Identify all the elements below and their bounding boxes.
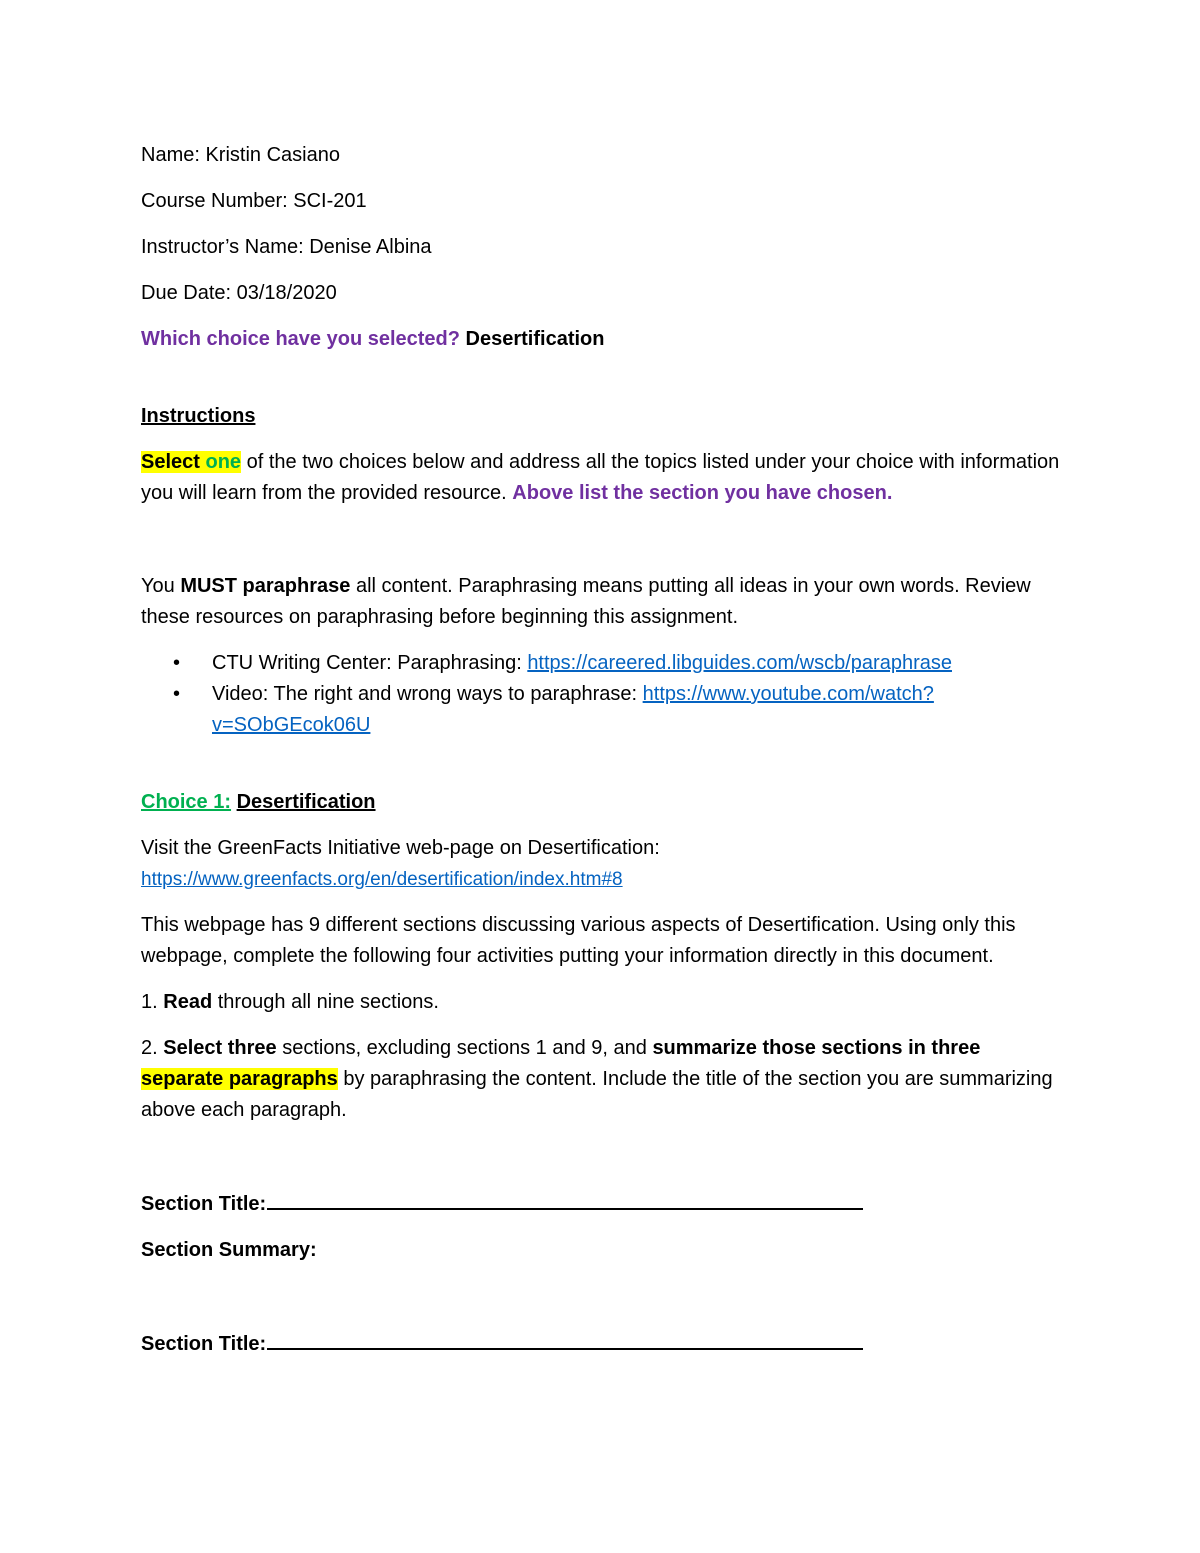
choice1-heading xyxy=(141,787,1061,818)
above-list-note: Above list the section you have chosen. xyxy=(512,482,893,504)
step-1-text: through all nine sections. xyxy=(212,991,439,1013)
step-2-bold: Select three xyxy=(163,1037,277,1059)
list-item xyxy=(141,679,1061,741)
instructions-heading: Instructions xyxy=(141,405,256,427)
choice1-label: Choice 1: xyxy=(141,791,232,813)
paraphrase-text: all content. Paraphrasing means putting all ideas in your own words. Review these resources on paraphrasing before beginning this assignment. xyxy=(141,575,1031,628)
webpage-description: This webpage has 9 different sections discussing various aspects of Desertification. Using only this webpage, complete the following four activities putting your information directly in this document. xyxy=(141,914,1016,967)
section-title-1 xyxy=(141,1188,1061,1220)
section-title-2 xyxy=(141,1328,1061,1360)
must-word: MUST xyxy=(180,575,237,597)
step-2-highlight: separate paragraphs xyxy=(141,1068,338,1090)
choice-question: Which choice have you selected? xyxy=(141,328,460,350)
resource-list xyxy=(141,648,1061,741)
step-2-text-a: sections, excluding sections 1 and 9, and xyxy=(276,1037,653,1059)
section-title-label: Section Title: xyxy=(141,1333,267,1355)
video-link[interactable]: https://www.youtube.com/watch?v=SObGEcok06U xyxy=(212,683,934,736)
step-1 xyxy=(141,987,1061,1018)
due-date: Due Date: 03/18/2020 xyxy=(141,282,337,304)
section-summary-1: Section Summary: xyxy=(141,1239,317,1261)
writing-center-link[interactable]: https://careered.libguides.com/wscb/paraphrase xyxy=(527,652,952,674)
you-word: You xyxy=(141,575,181,597)
step-1-number: 1. xyxy=(141,991,164,1013)
visit-paragraph xyxy=(141,833,1061,895)
section-title-label: Section Title: xyxy=(141,1193,267,1215)
visit-text: Visit the GreenFacts Initiative web-page on Desertification: xyxy=(141,837,660,859)
paraphrase-paragraph xyxy=(141,571,1061,633)
student-name: Name: Kristin Casiano xyxy=(141,144,340,166)
instructions-paragraph xyxy=(141,447,1061,509)
step-1-bold: Read xyxy=(163,991,213,1013)
step-2 xyxy=(141,1033,1061,1126)
section-title-blank[interactable] xyxy=(267,1328,863,1350)
paraphrase-word: paraphrase xyxy=(242,575,351,597)
one-word: one xyxy=(205,451,242,473)
course-number: Course Number: SCI-201 xyxy=(141,190,367,212)
select-word: Select xyxy=(141,451,200,473)
step-2-bold-2: summarize those sections in three xyxy=(652,1037,981,1059)
choice-selected xyxy=(141,324,1061,355)
list-item xyxy=(141,648,1061,679)
choice-answer: Desertification xyxy=(465,328,605,350)
greenfacts-link[interactable]: https://www.greenfacts.org/en/desertification/index.htm#8 xyxy=(141,869,623,890)
bullet-icon: • xyxy=(173,652,181,674)
choice1-title: Desertification xyxy=(236,791,376,813)
resource-label: CTU Writing Center: Paraphrasing: xyxy=(212,652,528,674)
document-page xyxy=(141,140,1061,1375)
resource-label: Video: The right and wrong ways to paraphrase: xyxy=(212,683,643,705)
bullet-icon: • xyxy=(173,683,181,705)
section-title-blank[interactable] xyxy=(267,1188,863,1210)
step-2-number: 2. xyxy=(141,1037,164,1059)
instructions-text: of the two choices below and address all the topics listed under your choice with information you will learn from the provided resource. xyxy=(141,451,1060,504)
step-2-text-b: by paraphrasing the content. Include the title of the section you are summarizing above each paragraph. xyxy=(141,1068,1053,1121)
instructor-name: Instructor’s Name: Denise Albina xyxy=(141,236,432,258)
